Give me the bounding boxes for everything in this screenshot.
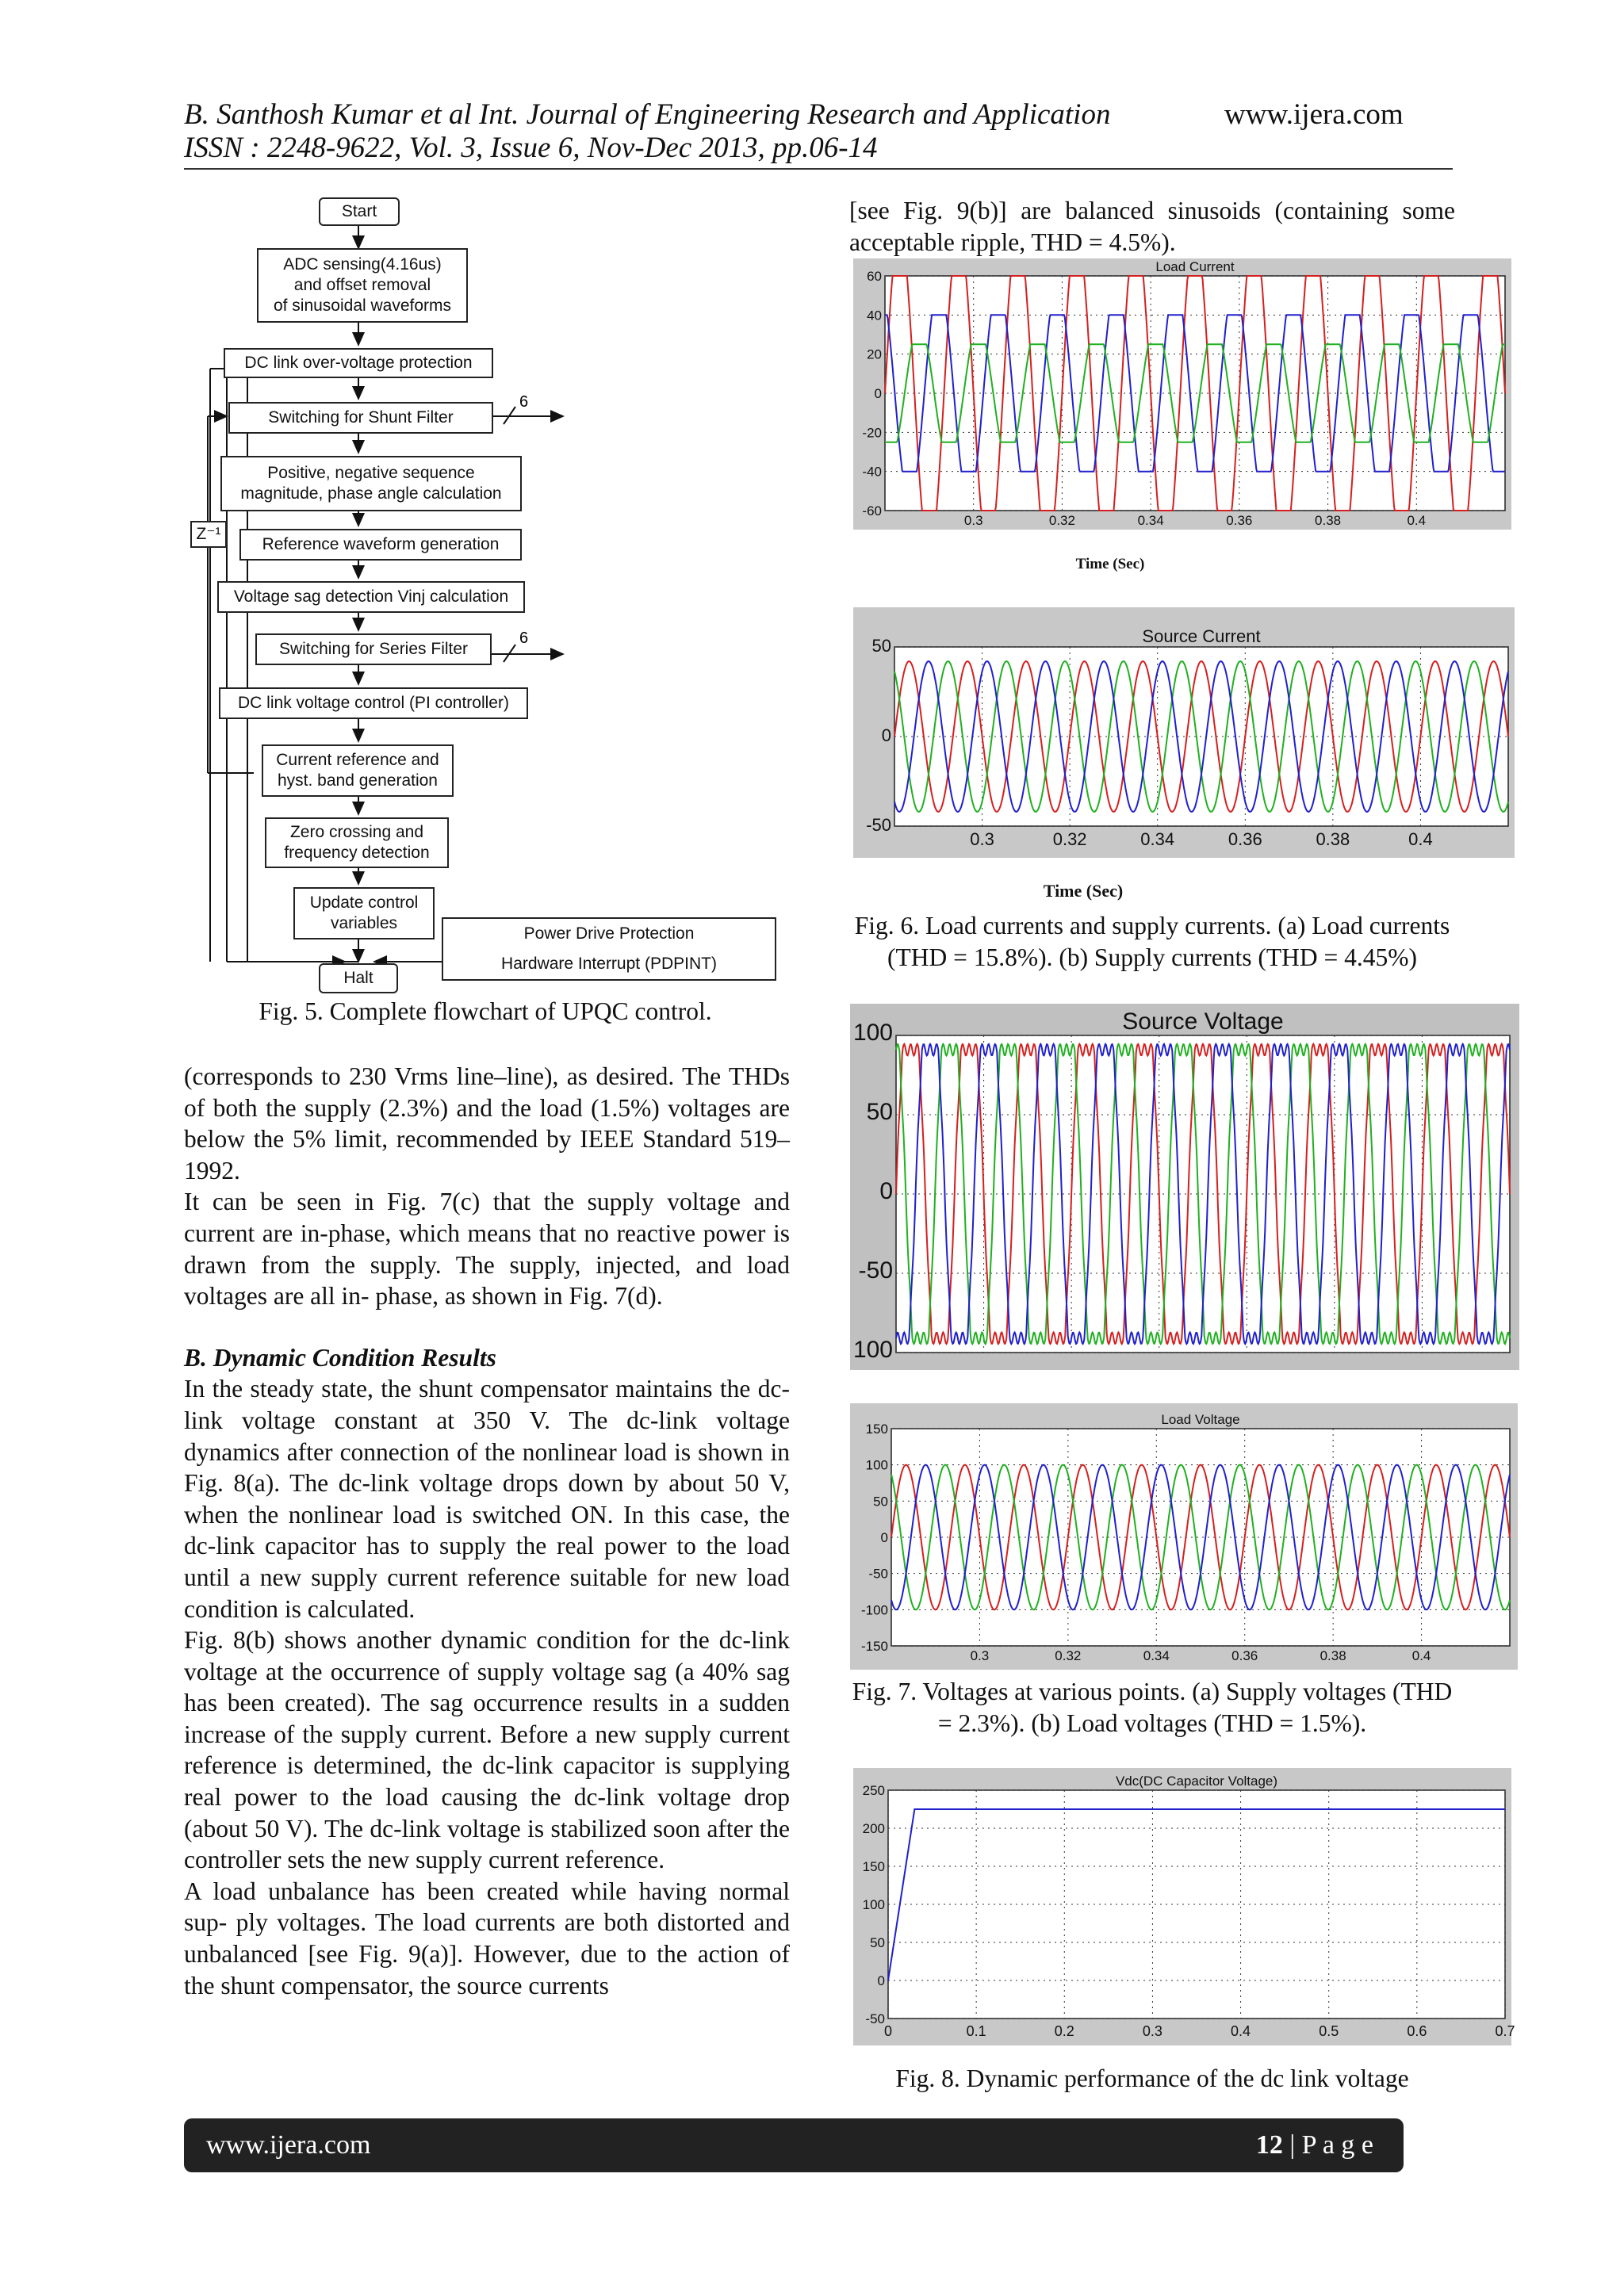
y-tick-label: 150	[865, 1422, 888, 1437]
x-tick-label: 0.34	[1143, 1648, 1170, 1663]
x-tick-label: 0.36	[1231, 1648, 1258, 1663]
y-tick-label: -20	[862, 425, 882, 441]
y-tick-label: -150	[860, 1639, 888, 1654]
x-tick-label: 0.32	[1055, 1648, 1082, 1663]
chart-load-voltage-svg	[850, 1403, 1518, 1670]
x-tick-label: 0.7	[1495, 2023, 1515, 2039]
paragraph: Fig. 8(b) shows another dynamic condition for the dc-link voltage at the occurrence of supply voltage sag (a 40% sag has been created). The sag occurrence results in a sudden increase of the supply current. Before a new supply current reference is determined, the dc-link capacitor is supplying real power to the load causing the dc-link voltage drop (about 50 V). The dc-link voltage is stabilized soon after the controller sets the new supply current reference.	[184, 1626, 790, 1874]
y-tick-label: -100	[860, 1602, 888, 1618]
y-tick-label: -50	[868, 1566, 888, 1582]
chart-load-current	[853, 258, 1511, 530]
fig7-caption: Fig. 7. Voltages at various points. (a) Supply voltages (THD = 2.3%). (b) Load voltages (THD = 1.5%).	[852, 1678, 1453, 1737]
y-tick-label: 50	[870, 1935, 885, 1950]
y-tick-label: 100	[852, 1337, 893, 1363]
y-tick-label: 150	[862, 1859, 885, 1874]
page-footer	[184, 2118, 1404, 2172]
chart-source-current	[853, 607, 1515, 858]
y-tick-label: 100	[852, 1020, 893, 1046]
y-tick-label: -60	[862, 503, 882, 519]
voltage-sag-box: Voltage sag detection Vinj calculation	[217, 581, 525, 613]
y-tick-label: -50	[865, 2011, 885, 2026]
footer-url[interactable]: www.ijera.com	[206, 2130, 371, 2160]
series-switching-box: Switching for Series Filter	[255, 633, 492, 665]
paragraph: (corresponds to 230 Vrms line–line), as desired. The THDs of both the supply (2.3%) and the load (1.5%) voltages are below the 5% limit, recommended by IEEE Standard 519–1992.	[184, 1062, 790, 1184]
right-column-text	[849, 195, 1455, 258]
x-tick-label: 0.3	[1142, 2023, 1162, 2039]
x-tick-label: 0.3	[970, 1648, 990, 1663]
chart-dc-capacitor-svg	[853, 1768, 1515, 2045]
paragraph: A load unbalance has been created while having normal sup- ply voltages. The load currents are both distorted and unbalanced [see Fig. 9(a)]. However, due to the action of the shunt compensator, the source currents	[184, 1877, 790, 1999]
y-tick-label: 20	[867, 346, 882, 362]
pdp-label: Power Drive Protection	[523, 924, 695, 943]
x-tick-label: 0.4	[1408, 829, 1433, 849]
adc-sensing-box: ADC sensing(4.16us) and offset removal of sinusoidal waveforms	[257, 248, 468, 323]
chart-source-current-svg	[853, 607, 1515, 858]
fig8-caption: Fig. 8. Dynamic performance of the dc link voltage	[895, 2064, 1409, 2092]
y-tick-label: 100	[862, 1897, 885, 1912]
x-tick-label: 0.38	[1320, 1648, 1346, 1663]
paragraph: It can be seen in Fig. 7(c) that the supply voltage and current are in-phase, which means that no reactive power is drawn from the supply. The supply, injected, and load voltages are all in- phase, as shown in Fig. 7(d).	[184, 1188, 790, 1311]
flowchart	[151, 194, 785, 987]
x-tick-label: 0.34	[1137, 513, 1164, 528]
y-tick-label: 60	[867, 269, 882, 284]
chart-dc-capacitor	[853, 1768, 1515, 2045]
chart-title: Source Voltage	[1122, 1008, 1284, 1035]
fig6-caption: Fig. 6. Load currents and supply currents. (a) Load currents (THD = 15.8%). (b) Supply currents (THD = 4.45%)	[854, 912, 1450, 971]
header-issn: ISSN : 2248-9622, Vol. 3, Issue 6, Nov-Dec 2013, pp.06-14	[184, 132, 878, 164]
x-tick-label: 0.3	[970, 829, 994, 849]
y-tick-label: 50	[866, 1099, 893, 1125]
y-tick-label: 0	[874, 386, 882, 401]
start-node: Start	[319, 197, 400, 226]
output-count-series: 6	[519, 629, 529, 647]
chart-source-voltage	[850, 1004, 1519, 1370]
chart-load-voltage	[850, 1403, 1518, 1670]
shunt-switching-box: Switching for Shunt Filter	[228, 402, 493, 434]
header-url[interactable]: www.ijera.com	[1224, 98, 1404, 131]
y-tick-label: -50	[866, 815, 891, 835]
y-tick-label: 250	[862, 1783, 885, 1798]
x-tick-label: 0	[883, 2023, 893, 2039]
update-variables-box: Update control variables	[293, 887, 435, 939]
y-tick-label: 0	[877, 1973, 885, 1988]
chart-load-current-svg	[853, 258, 1511, 530]
chart-title: Load Voltage	[1161, 1412, 1240, 1427]
sequence-calc-box: Positive, negative sequence magnitude, phase angle calculation	[220, 456, 522, 511]
x-tick-label: 0.38	[1316, 829, 1350, 849]
left-column	[184, 1061, 790, 2001]
dc-overvoltage-box: DC link over-voltage protection	[224, 348, 493, 378]
fig5-caption: Fig. 5. Complete flowchart of UPQC control.	[259, 997, 712, 1025]
plot-area	[888, 1790, 1505, 2019]
x-tick-label: 0.2	[1054, 2023, 1074, 2039]
page-suffix: | P a g e	[1282, 2130, 1373, 2160]
current-reference-box: Current reference and hyst. band generation	[262, 744, 454, 797]
x-tick-label: 0.38	[1315, 513, 1342, 528]
y-tick-label: 50	[873, 1494, 888, 1510]
chart-title: Source Current	[1142, 626, 1261, 646]
y-tick-label: 0	[880, 1530, 888, 1545]
y-tick-label: 40	[867, 308, 882, 323]
chart-title: Load Current	[1155, 259, 1235, 274]
x-tick-label: 0.5	[1319, 2023, 1339, 2039]
fig6a-xlabel: Time (Sec)	[1075, 556, 1145, 572]
dc-link-control-box: DC link voltage control (PI controller)	[219, 687, 528, 719]
paragraph: [see Fig. 9(b)] are balanced sinusoids (containing some acceptable ripple, THD = 4.5%).	[849, 197, 1455, 256]
running-header	[184, 98, 1453, 165]
chart-title: Vdc(DC Capacitor Voltage)	[1115, 1774, 1278, 1789]
x-tick-label: 0.32	[1052, 829, 1087, 849]
x-tick-label: 0.4	[1231, 2023, 1251, 2039]
header-citation: B. Santhosh Kumar et al Int. Journal of Engineering Research and Application	[184, 98, 1111, 131]
x-tick-label: 0.34	[1140, 829, 1175, 849]
x-tick-label: 0.1	[966, 2023, 986, 2039]
x-tick-label: 0.4	[1411, 1648, 1431, 1663]
x-tick-label: 0.3	[963, 513, 983, 528]
power-drive-protection-box	[442, 917, 776, 981]
section-heading: B. Dynamic Condition Results	[184, 1343, 496, 1372]
x-tick-label: 0.36	[1228, 829, 1262, 849]
halt-node: Halt	[319, 963, 398, 993]
footer-page	[1256, 2118, 1373, 2172]
paragraph: In the steady state, the shunt compensator maintains the dc- link voltage constant at 350 V. The dc-link voltage dynamics after connection of the nonlinear load is shown in Fig. 8(a). The dc-link voltage drops down by about 50 V, when the nonlinear load is switched ON. In this case, the dc-link capacitor has to supply the real power to the load until a new supply current reference suitable for new load condition is calculated.	[184, 1375, 790, 1623]
y-tick-label: -40	[862, 464, 882, 480]
x-tick-label: 0.4	[1407, 513, 1427, 528]
y-tick-label: 100	[865, 1457, 888, 1473]
y-tick-label: 50	[871, 636, 891, 656]
zero-crossing-box: Zero crossing and frequency detection	[265, 817, 449, 868]
reference-wave-box: Reference waveform generation	[239, 529, 522, 561]
output-count-shunt: 6	[519, 393, 529, 411]
y-tick-label: -50	[858, 1257, 893, 1284]
x-tick-label: 0.36	[1226, 513, 1253, 528]
y-tick-label: 0	[879, 1178, 893, 1204]
chart-source-voltage-svg	[850, 1004, 1519, 1370]
page-number: 12	[1255, 2130, 1283, 2160]
x-tick-label: 0.32	[1048, 513, 1075, 528]
x-tick-label: 0.6	[1407, 2023, 1427, 2039]
delay-box: Z⁻¹	[190, 521, 227, 548]
fig6b-xlabel: Time (Sec)	[1043, 881, 1124, 901]
y-tick-label: 200	[862, 1821, 885, 1836]
y-tick-label: 0	[881, 725, 891, 745]
pdpint-label: Hardware Interrupt (PDPINT)	[501, 955, 717, 973]
header-rule	[184, 168, 1453, 170]
plot-area	[891, 1429, 1510, 1646]
